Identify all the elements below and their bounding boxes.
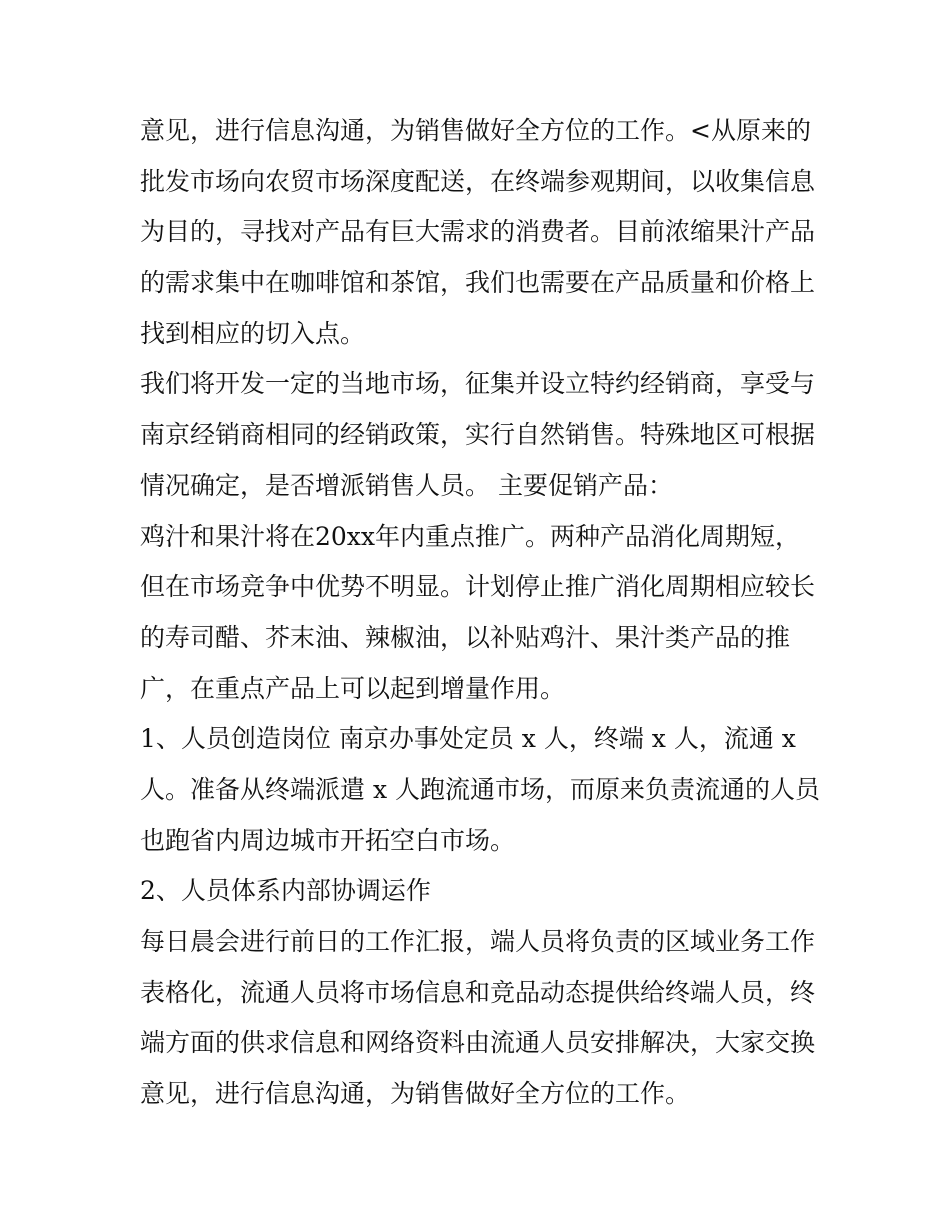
text-line: 2、人员体系内部协调运作 bbox=[140, 876, 431, 906]
text-line: 每日晨会进行前日的工作汇报，端人员将负责的区域业务工作 bbox=[140, 927, 816, 956]
text-line: 1、人员创造岗位 南京办事处定员 x 人，终端 x 人，流通 x bbox=[140, 724, 796, 754]
text-line: 情况确定，是否增派销售人员。 主要促销产品： bbox=[140, 470, 673, 500]
text-line: 南京经销商相同的经销政策，实行自然销售。特殊地区可根据 bbox=[140, 420, 816, 450]
text-line: 但在市场竞争中优势不明显。计划停止推广消化周期相应较长 bbox=[140, 572, 816, 602]
text-line: 的需求集中在咖啡馆和茶馆，我们也需要在产品质量和价格上 bbox=[140, 268, 816, 298]
text-line: 人。准备从终端派遣 x 人跑流通市场，而原来负责流通的人员 bbox=[140, 774, 820, 804]
text-line: 我们将开发一定的当地市场，征集并设立特约经销商，享受与 bbox=[140, 369, 816, 399]
text-line: 鸡汁和果汁将在20xx年内重点推广。两种产品消化周期短， bbox=[140, 521, 801, 551]
text-line: 批发市场向农贸市场深度配送，在终端参观期间，以收集信息 bbox=[140, 166, 816, 196]
text-line: 为目的，寻找对产品有巨大需求的消费者。目前浓缩果汁产品 bbox=[140, 217, 816, 247]
document-body bbox=[140, 106, 820, 1120]
text-line: 也跑省内周边城市开拓空白市场。 bbox=[140, 825, 516, 855]
text-line: 意见，进行信息沟通，为销售做好全方位的工作。<从原来的 bbox=[140, 116, 811, 145]
text-line: 广，在重点产品上可以起到增量作用。 bbox=[140, 673, 566, 703]
text-line: 端方面的供求信息和网络资料由流通人员安排解决，大家交换 bbox=[140, 1028, 816, 1058]
text-line: 意见，进行信息沟通，为销售做好全方位的工作。 bbox=[140, 1079, 691, 1109]
text-line: 找到相应的切入点。 bbox=[140, 318, 366, 348]
text-line: 表格化，流通人员将市场信息和竞品动态提供给终端人员，终 bbox=[140, 977, 816, 1007]
text-line: 的寿司醋、芥末油、辣椒油，以补贴鸡汁、果汁类产品的推 bbox=[140, 622, 791, 652]
